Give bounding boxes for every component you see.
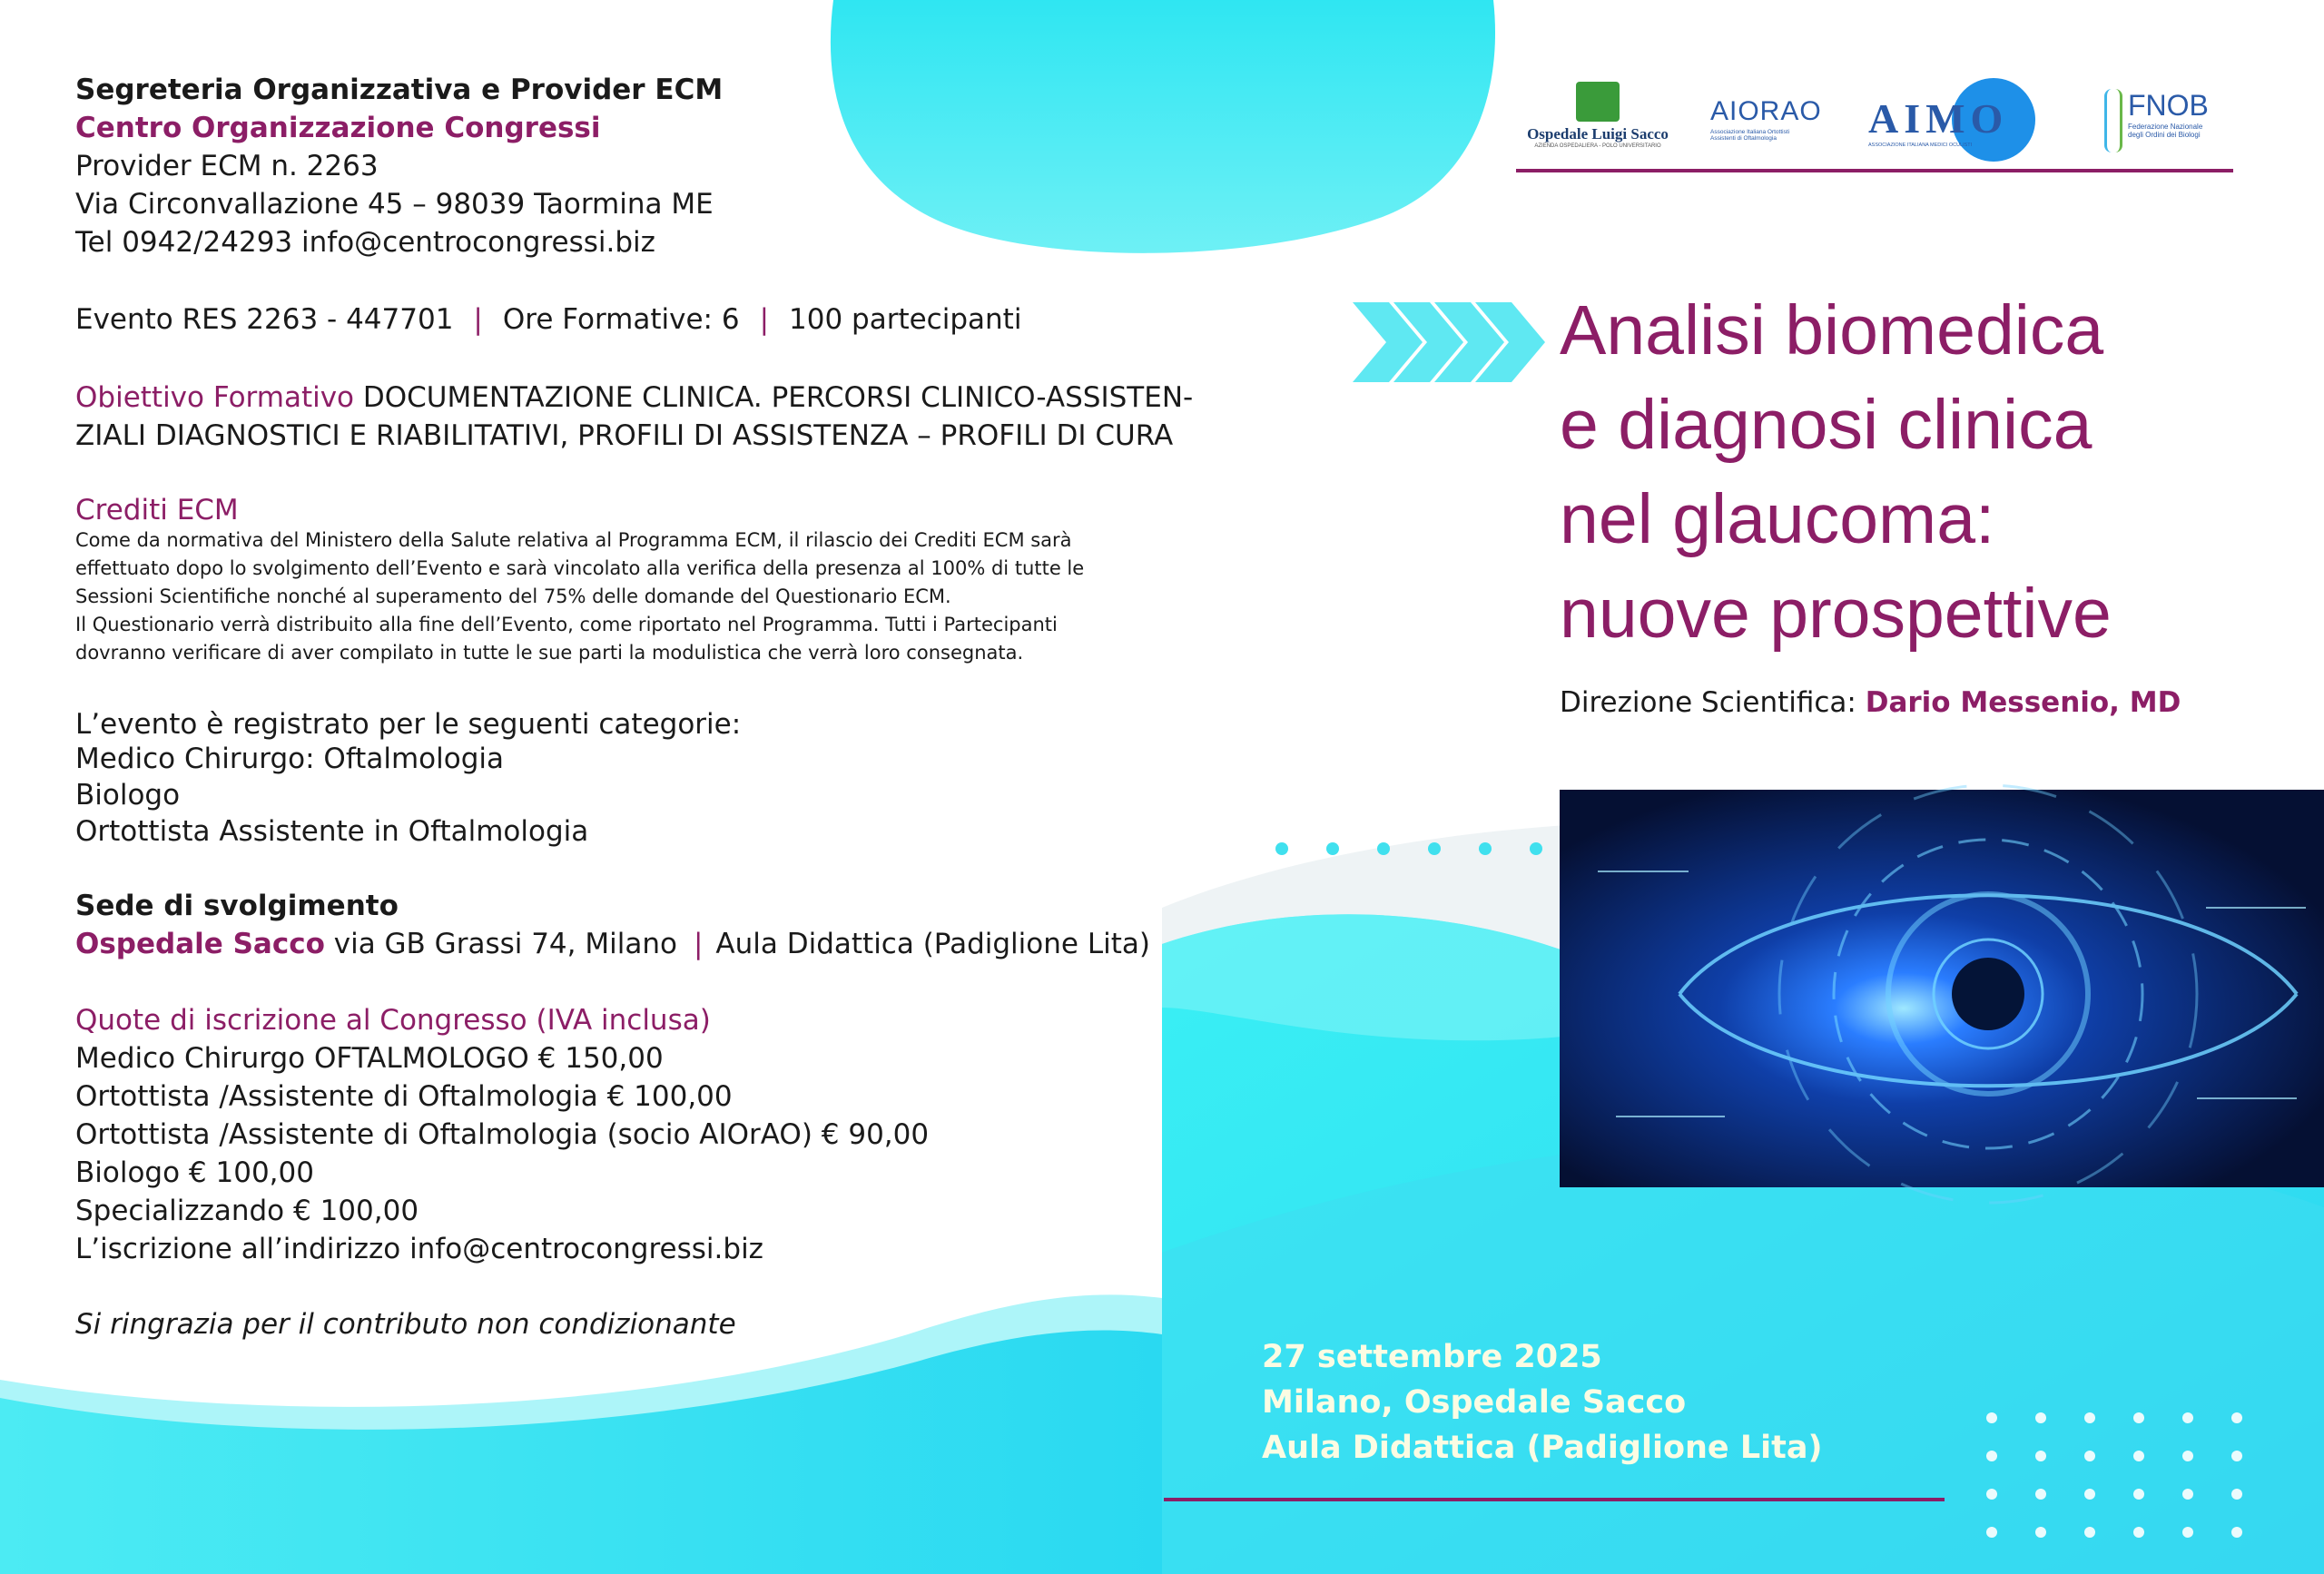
crediti-line-5: dovranno verificare di aver compilato in tutte le sue parti la modulistica che verrà loro consegnata. bbox=[75, 642, 1024, 664]
sede-heading: Sede di svolgimento bbox=[75, 890, 399, 922]
crediti-heading: Crediti ECM bbox=[75, 494, 239, 526]
segreteria-heading: Segreteria Organizzativa e Provider ECM bbox=[75, 74, 724, 106]
obiettivo-text-2: ZIALI DIAGNOSTICI E RIABILITATIVI, PROFILI DI ASSISTENZA – PROFILI DI CURA bbox=[75, 419, 1174, 452]
org-name: Centro Organizzazione Congressi bbox=[75, 112, 601, 144]
bottom-left-wave bbox=[0, 1330, 1162, 1574]
categoria-item: Medico Chirurgo: Oftalmologia bbox=[75, 743, 504, 775]
aimo-name: AIMO bbox=[1868, 95, 2009, 142]
event-separator-2: | bbox=[759, 303, 770, 336]
fnob-name: FNOB bbox=[2128, 89, 2209, 122]
obiettivo-line-1 bbox=[75, 379, 1193, 417]
crediti-line-4: Il Questionario verrà distribuito alla fine dell’Evento, come riportato nel Programma. Tutti i Partecipanti bbox=[75, 614, 1058, 635]
aimo-subtitle: ASSOCIAZIONE ITALIANA MEDICI OCULISTI bbox=[1868, 143, 1973, 148]
sacco-name: Ospedale Luigi Sacco bbox=[1527, 125, 1669, 143]
aiorao-subtitle-1: Associazione Italiana Ortottisti bbox=[1710, 129, 1790, 135]
sede-separator: | bbox=[693, 928, 704, 960]
sede-name: Ospedale Sacco bbox=[75, 928, 325, 960]
top-blob-shape bbox=[831, 0, 1495, 253]
quote-item: Medico Chirurgo OFTALMOLOGO € 150,00 bbox=[75, 1042, 664, 1075]
footer-place: Milano, Ospedale Sacco bbox=[1262, 1384, 1687, 1421]
sede-row bbox=[75, 925, 1150, 963]
event-code: Evento RES 2263 - 447701 bbox=[75, 303, 454, 336]
fnob-helix-icon bbox=[2104, 89, 2122, 152]
quote-item: Biologo € 100,00 bbox=[75, 1156, 314, 1189]
sede-address: via GB Grassi 74, Milano bbox=[324, 928, 677, 960]
title-line-1: Analisi biomedica bbox=[1560, 291, 2104, 369]
fnob-subtitle-2: degli Ordini dei Biologi bbox=[2128, 131, 2201, 139]
fnob-subtitle-1: Federazione Nazionale bbox=[2128, 123, 2203, 131]
sacco-subtitle: AZIENDA OSPEDALIERA - POLO UNIVERSITARIO bbox=[1534, 143, 1661, 149]
quote-item: Ortottista /Assistente di Oftalmologia (socio AIOrAO) € 90,00 bbox=[75, 1118, 930, 1151]
crediti-line-1: Come da normativa del Ministero della Salute relativa al Programma ECM, il rilascio dei Crediti ECM sarà bbox=[75, 529, 1072, 551]
thanks-note: Si ringrazia per il contributo non condizionante bbox=[75, 1308, 736, 1341]
event-separator-1: | bbox=[473, 303, 483, 336]
aiorao-name: AIORAO bbox=[1710, 96, 1822, 126]
direzione-name: Dario Messenio, MD bbox=[1865, 686, 2181, 719]
header-rule bbox=[1516, 169, 2233, 172]
iscrizione-email: L’iscrizione all’indirizzo info@centrocongressi.biz bbox=[75, 1233, 763, 1265]
direzione-scientifica bbox=[1560, 686, 2181, 719]
event-hours: Ore Formative: 6 bbox=[502, 303, 740, 336]
categorie-intro: L’evento è registrato per le seguenti categorie: bbox=[75, 708, 742, 741]
eye-image bbox=[1560, 785, 2324, 1203]
event-title bbox=[1560, 283, 2112, 661]
footer-date: 27 settembre 2025 bbox=[1262, 1339, 1602, 1375]
quote-item: Ortottista /Assistente di Oftalmologia € 100,00 bbox=[75, 1080, 733, 1113]
org-address: Via Circonvallazione 45 – 98039 Taormina ME bbox=[75, 188, 714, 221]
obiettivo-label: Obiettivo Formativo bbox=[75, 381, 355, 414]
logo-ospedale-sacco bbox=[1516, 82, 1679, 149]
chevron-arrows-icon bbox=[1353, 302, 1545, 382]
sede-room: Aula Didattica (Padiglione Lita) bbox=[715, 928, 1150, 960]
footer-room: Aula Didattica (Padiglione Lita) bbox=[1262, 1430, 1823, 1466]
logo-aiorao bbox=[1710, 96, 1828, 142]
logo-fnob bbox=[2104, 89, 2240, 139]
provider-number: Provider ECM n. 2263 bbox=[75, 150, 379, 182]
quote-item: Specializzando € 100,00 bbox=[75, 1195, 419, 1227]
title-line-3: nel glaucoma: bbox=[1560, 480, 1995, 558]
logo-aimo bbox=[1868, 78, 2041, 148]
aiorao-subtitle-2: Assistenti di Oftalmologia bbox=[1710, 135, 1777, 142]
crediti-line-2: effettuato dopo lo svolgimento dell’Evento e sarà vincolato alla verifica della presenza al 100% di tutte le bbox=[75, 557, 1085, 579]
categoria-item: Biologo bbox=[75, 779, 181, 812]
title-line-2: e diagnosi clinica bbox=[1560, 386, 2093, 464]
sacco-emblem-icon bbox=[1576, 82, 1620, 122]
footer-rule bbox=[1164, 1498, 1945, 1501]
direzione-label: Direzione Scientifica: bbox=[1560, 686, 1866, 719]
crediti-line-3: Sessioni Scientifiche nonché al superamento del 75% delle domande del Questionario ECM. bbox=[75, 585, 951, 607]
event-footer bbox=[1262, 1334, 1823, 1471]
event-info-row bbox=[75, 300, 1021, 339]
obiettivo-text-1: DOCUMENTAZIONE CLINICA. PERCORSI CLINICO-ASSISTEN- bbox=[354, 381, 1194, 414]
quote-heading: Quote di iscrizione al Congresso (IVA inclusa) bbox=[75, 1004, 711, 1037]
categoria-item: Ortottista Assistente in Oftalmologia bbox=[75, 815, 589, 848]
org-contact: Tel 0942/24293 info@centrocongressi.biz bbox=[75, 226, 655, 259]
event-participants: 100 partecipanti bbox=[789, 303, 1022, 336]
title-line-4: nuove prospettive bbox=[1560, 575, 2112, 653]
